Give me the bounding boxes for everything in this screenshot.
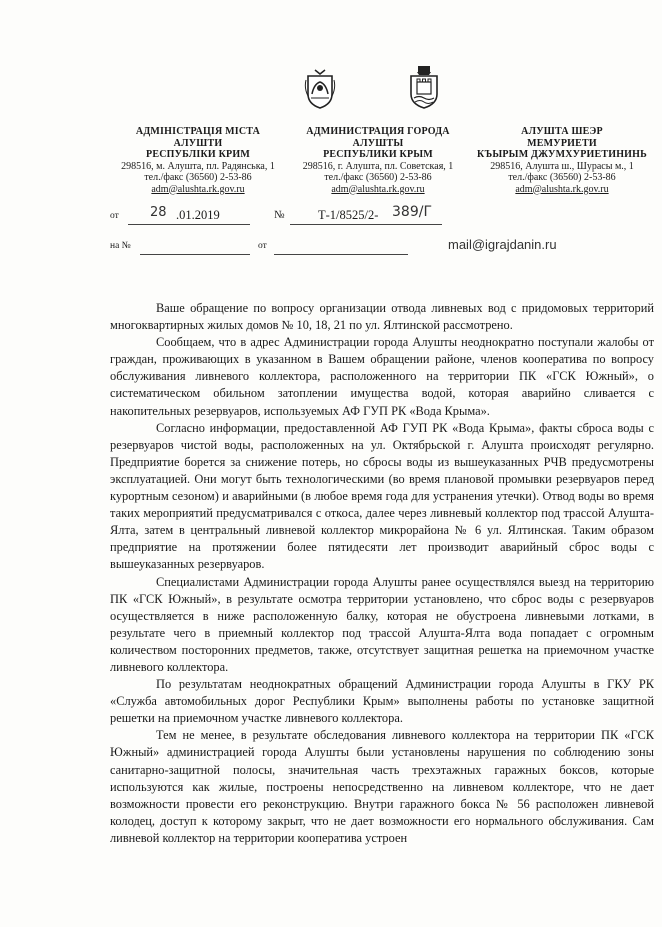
number-underline bbox=[290, 224, 442, 225]
number-label: № bbox=[274, 209, 285, 221]
header-crimean-tatar bbox=[468, 126, 656, 195]
org-title-line-3: РЕСПУБЛИКИ КРЫМ bbox=[323, 149, 433, 160]
date-rest: .01.2019 bbox=[176, 208, 220, 222]
alushta-coat-of-arms-icon bbox=[408, 66, 440, 108]
org-title-line-3: КЪЫРЫМ ДЖУМХУРИЕТИНИНЬ bbox=[477, 149, 647, 160]
org-title-line-2: АЛУШТИ bbox=[173, 137, 223, 149]
org-title-line-1: АДМИНИСТРАЦИЯ ГОРОДА bbox=[306, 126, 450, 137]
crimea-coat-of-arms-icon bbox=[304, 68, 336, 110]
org-email: adm@alushta.rk.gov.ru bbox=[331, 183, 425, 195]
reference-date-line bbox=[274, 254, 408, 255]
outgoing-number: Т-1/8525/2- bbox=[318, 208, 379, 222]
org-phone: тел./факс (36560) 2-53-86 bbox=[508, 172, 616, 183]
reference-number-label: на № bbox=[110, 241, 131, 251]
outgoing-number-handwritten: 389/Г bbox=[392, 204, 432, 220]
letter-body bbox=[110, 300, 654, 847]
date-label: от bbox=[110, 211, 119, 221]
header-russian bbox=[278, 126, 478, 195]
org-title-line-1: АЛУШТА ШЕЭР bbox=[521, 126, 603, 137]
org-title-line-2: МЕМУРИЕТИ bbox=[527, 137, 597, 149]
org-address: 298516, м. Алушта, пл. Радянська, 1 bbox=[121, 160, 275, 172]
org-email: adm@alushta.rk.gov.ru bbox=[151, 183, 245, 195]
org-title-line-2: АЛУШТЫ bbox=[352, 137, 404, 149]
paragraph: Согласно информации, предоставленной АФ ГУП РК «Вода Крыма», факты сброса воды с резервуаров чистой воды, расположенных на ул. Октябрьской г. Алушта происходят регулярно. Предприятие борется за снижение потерь, но сбросы воды из вышеуказанных РЧВ предусмотрены эксплуатацией. Они могут быть технологическими (во время плановой промывки резервуаров перед курортным сезоном) и аварийными (в любое время года для устранения утечки). Отвод воды во время таких мероприятий предусматривался с откоса, далее через ливневый коллектор под трассой Алушта-Ялта, затем в центральный ливневой коллектор микрорайона № 6 ул. Ялтинская. Таким образом предприятие на протяжении более пятидесяти лет производит аварийный сброс воды с вышеуказанных резервуаров. bbox=[110, 420, 654, 572]
org-phone: тел./факс (36560) 2-53-86 bbox=[144, 172, 252, 183]
org-address: 298516, Алушта ш., Шурасы м., 1 bbox=[490, 160, 634, 172]
paragraph: Ваше обращение по вопросу организации отвода ливневых вод с придомовых территорий многоквартирных жилых домов № 10, 18, 21 по ул. Ялтинской рассмотрено. bbox=[110, 301, 654, 333]
org-title-line-1: АДМІНІСТРАЦІЯ МІСТА bbox=[135, 126, 261, 137]
org-phone: тел./факс (36560) 2-53-86 bbox=[324, 172, 432, 183]
paragraph: По результатам неоднократных обращений Администрации города Алушты в ГКУ РК «Служба автомобильных дорог Республики Крым» выполнены работы по установке защитной решетки на приемочном участке ливневого коллектора. bbox=[110, 677, 654, 726]
org-email: adm@alushta.rk.gov.ru bbox=[515, 183, 609, 195]
header-ukrainian bbox=[98, 126, 298, 195]
org-title-line-3: РЕСПУБЛІКИ КРИМ bbox=[146, 149, 250, 160]
reference-number-line bbox=[140, 254, 250, 255]
paragraph: Специалистами Администрации города Алушты ранее осуществлялся выезд на территорию ПК «ГСК Южный», в результате осмотра территории установлено, что сброс воды с резервуаров осуществляется в ниже расположенную балку, которая не обустроена ливневыми лотками, в результате чего в приемный коллектор под трассой Алушта-Ялта вода попадает с огромным количеством посторонних предметов, также, отсутствует защитная решетка на приемочном участке ливневого коллектора. bbox=[110, 574, 654, 674]
org-address: 298516, г. Алушта, пл. Советская, 1 bbox=[302, 160, 454, 172]
date-day-handwritten: 28 bbox=[150, 205, 167, 220]
recipient-email: mail@igrajdanin.ru bbox=[448, 237, 557, 252]
paragraph: Тем не менее, в результате обследования ливневого коллектора на территории ПК «ГСК Южный» администрацией города Алушты были установлены нарушения по соблюдению зоны санитарно-защитной полосы, значительная часть трехэтажных гаражных боксов, которые используются как жилые, построены непосредственно на ливневом коллекторе, что не дает возможности провести его реконструкцию. Внутри гаражного бокса № 56 расположен ливневой колодец, доступ к которому закрыт, что не дает возможности его нормального обслуживания. Сам ливневой коллектор на территории кооператива устроен bbox=[110, 728, 654, 845]
date-underline bbox=[128, 224, 250, 225]
reference-date-label: от bbox=[258, 241, 267, 251]
paragraph: Сообщаем, что в адрес Администрации города Алушты неоднократно поступали жалобы от граждан, проживающих в указанном в Вашем обращении районе, членов кооператива по вопросу обслуживания ливневого коллектора, расположенного на территории ПК «ГСК Южный», о систематическом обильном затоплении имущества водой, которая аварийно сливается с накопительных резервуаров, используемых АФ ГУП РК «Вода Крыма». bbox=[110, 335, 654, 418]
